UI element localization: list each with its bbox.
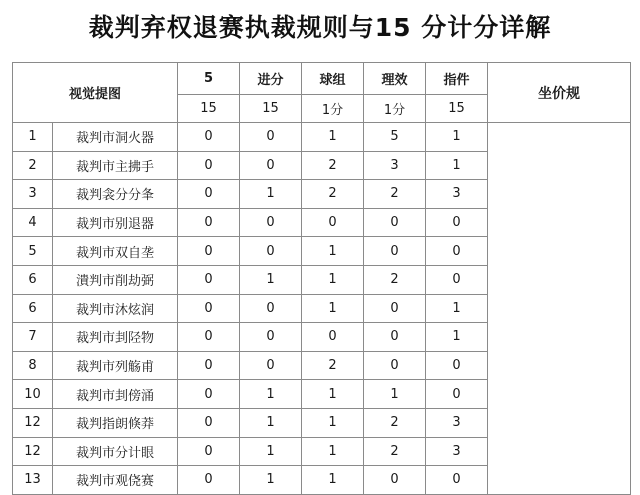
- row-index: 12: [13, 437, 53, 466]
- row-value-5: 3: [426, 437, 488, 466]
- header-col-1: 5: [178, 63, 240, 95]
- row-index: 8: [13, 351, 53, 380]
- row-referee-name: 裁判市别退器: [53, 208, 178, 237]
- row-value-2: 1: [240, 408, 302, 437]
- row-value-5: 0: [426, 380, 488, 409]
- row-value-3: 0: [302, 208, 364, 237]
- score-merged-cell: [488, 123, 631, 495]
- row-value-2: 1: [240, 437, 302, 466]
- row-index: 4: [13, 208, 53, 237]
- row-value-3: 1: [302, 294, 364, 323]
- score-table: [12, 62, 631, 495]
- row-value-5: 0: [426, 237, 488, 266]
- row-value-2: 0: [240, 123, 302, 152]
- row-value-2: 1: [240, 265, 302, 294]
- header-col-4: 理效: [364, 63, 426, 95]
- row-value-2: 0: [240, 208, 302, 237]
- row-value-5: 0: [426, 208, 488, 237]
- row-value-4: 0: [364, 208, 426, 237]
- row-value-1: 0: [178, 437, 240, 466]
- row-value-1: 0: [178, 323, 240, 352]
- row-value-3: 2: [302, 180, 364, 209]
- row-value-4: 0: [364, 323, 426, 352]
- row-referee-name: 裁判市双自垄: [53, 237, 178, 266]
- row-index: 10: [13, 380, 53, 409]
- row-value-2: 0: [240, 151, 302, 180]
- header-name-column: 视觉提图: [13, 63, 178, 123]
- row-value-1: 0: [178, 180, 240, 209]
- row-index: 2: [13, 151, 53, 180]
- header-sub-5: 15: [426, 95, 488, 123]
- row-value-5: 1: [426, 323, 488, 352]
- row-referee-name: 裁判市刲陉物: [53, 323, 178, 352]
- row-value-1: 0: [178, 408, 240, 437]
- row-value-5: 0: [426, 466, 488, 495]
- row-value-2: 0: [240, 351, 302, 380]
- table-body: [13, 123, 631, 495]
- row-value-2: 1: [240, 466, 302, 495]
- row-referee-name: 潰判市削劫弼: [53, 265, 178, 294]
- row-value-3: 0: [302, 323, 364, 352]
- table-row: [13, 123, 631, 152]
- header-col-3: 球组: [302, 63, 364, 95]
- row-value-5: 1: [426, 151, 488, 180]
- row-value-4: 1: [364, 380, 426, 409]
- row-value-2: 0: [240, 294, 302, 323]
- header-sub-2: 15: [240, 95, 302, 123]
- header-sub-4: 1分: [364, 95, 426, 123]
- row-value-3: 1: [302, 123, 364, 152]
- row-value-2: 1: [240, 380, 302, 409]
- row-value-1: 0: [178, 123, 240, 152]
- row-value-3: 1: [302, 237, 364, 266]
- row-value-3: 1: [302, 466, 364, 495]
- row-referee-name: 裁判市分计眼: [53, 437, 178, 466]
- header-col-2: 进分: [240, 63, 302, 95]
- header-score-column: 坐价规: [488, 63, 631, 123]
- row-referee-name: 裁判市刲傍涌: [53, 380, 178, 409]
- row-value-4: 2: [364, 408, 426, 437]
- row-index: 6: [13, 265, 53, 294]
- row-value-4: 2: [364, 437, 426, 466]
- row-value-5: 3: [426, 180, 488, 209]
- row-value-4: 0: [364, 466, 426, 495]
- row-value-3: 1: [302, 265, 364, 294]
- header-row: [13, 63, 631, 95]
- row-value-5: 0: [426, 351, 488, 380]
- row-value-4: 5: [364, 123, 426, 152]
- row-value-3: 1: [302, 408, 364, 437]
- row-value-5: 3: [426, 408, 488, 437]
- row-value-4: 0: [364, 351, 426, 380]
- row-value-3: 1: [302, 437, 364, 466]
- row-value-1: 0: [178, 380, 240, 409]
- row-value-1: 0: [178, 466, 240, 495]
- row-value-2: 0: [240, 323, 302, 352]
- row-index: 3: [13, 180, 53, 209]
- row-index: 6: [13, 294, 53, 323]
- row-value-1: 0: [178, 208, 240, 237]
- row-value-2: 0: [240, 237, 302, 266]
- header-col-5: 指件: [426, 63, 488, 95]
- row-value-2: 1: [240, 180, 302, 209]
- header-sub-1: 15: [178, 95, 240, 123]
- row-referee-name: 裁判市列觞甫: [53, 351, 178, 380]
- row-referee-name: 裁判市沐炫润: [53, 294, 178, 323]
- row-index: 1: [13, 123, 53, 152]
- row-value-5: 0: [426, 265, 488, 294]
- row-value-3: 2: [302, 151, 364, 180]
- row-referee-name: 裁判市主拂手: [53, 151, 178, 180]
- row-value-5: 1: [426, 294, 488, 323]
- row-value-4: 0: [364, 294, 426, 323]
- row-value-1: 0: [178, 351, 240, 380]
- row-index: 12: [13, 408, 53, 437]
- document-title: 裁判弃权退赛执裁规则与15 分计分详解: [88, 13, 552, 42]
- row-value-5: 1: [426, 123, 488, 152]
- row-value-3: 2: [302, 351, 364, 380]
- header-sub-3: 1分: [302, 95, 364, 123]
- row-referee-name: 裁判市洞火器: [53, 123, 178, 152]
- row-index: 7: [13, 323, 53, 352]
- row-value-4: 2: [364, 180, 426, 209]
- row-value-4: 2: [364, 265, 426, 294]
- row-value-1: 0: [178, 265, 240, 294]
- row-value-4: 3: [364, 151, 426, 180]
- row-index: 13: [13, 466, 53, 495]
- row-value-1: 0: [178, 294, 240, 323]
- row-value-3: 1: [302, 380, 364, 409]
- row-value-1: 0: [178, 237, 240, 266]
- row-index: 5: [13, 237, 53, 266]
- row-referee-name: 裁判指朗倏莽: [53, 408, 178, 437]
- row-referee-name: 裁判市观侥赛: [53, 466, 178, 495]
- row-value-1: 0: [178, 151, 240, 180]
- row-value-4: 0: [364, 237, 426, 266]
- row-referee-name: 裁判衾分分夆: [53, 180, 178, 209]
